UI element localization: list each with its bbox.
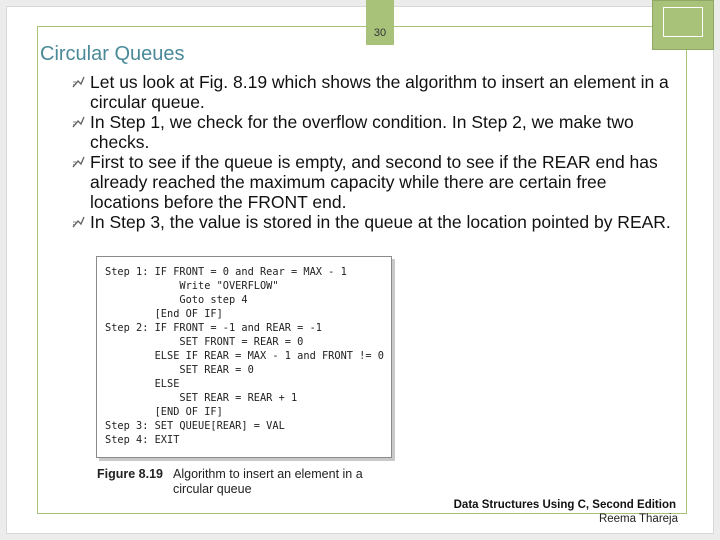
bullet-text: First to see if the queue is empty, and second to see if the REAR end has already reached the maximum capacity while there are certain free locations before the FRONT end.: [90, 152, 658, 212]
code-line: Step 4: EXIT: [105, 434, 180, 446]
code-line: Goto step 4: [105, 294, 248, 306]
bullet-text: Let us look at Fig. 8.19 which shows the algorithm to insert an element in a circular queue.: [90, 72, 669, 112]
slide-title: Circular Queues: [40, 43, 185, 65]
bullet-text: In Step 3, the value is stored in the queue at the location pointed by REAR.: [90, 212, 671, 232]
code-line: Write "OVERFLOW": [105, 280, 279, 292]
code-line: [END OF IF]: [105, 406, 223, 418]
bullet-text: In Step 1, we check for the overflow condition. In Step 2, we make two checks.: [90, 112, 634, 152]
bullet-item: [72, 212, 672, 232]
footer-book-title: Data Structures Using C, Second Edition: [453, 499, 676, 511]
code-line: ELSE IF REAR = MAX - 1 and FRONT != 0: [105, 350, 384, 362]
code-line: [End OF IF]: [105, 308, 223, 320]
figure-caption-text: Algorithm to insert an element in a circular queue: [173, 467, 363, 496]
figure-label: Figure 8.19: [97, 467, 163, 481]
code-line: SET REAR = 0: [105, 364, 254, 376]
bullet-arrow-icon: [72, 116, 85, 128]
code-line: Step 2: IF FRONT = -1 and REAR = -1: [105, 322, 322, 334]
bullet-list: [72, 72, 672, 248]
bullet-arrow-icon: [72, 216, 85, 228]
algorithm-figure: [96, 256, 392, 458]
bullet-arrow-icon: [72, 156, 85, 168]
code-line: SET FRONT = REAR = 0: [105, 336, 304, 348]
corner-decoration-inner: [663, 7, 703, 37]
code-line: SET REAR = REAR + 1: [105, 392, 298, 404]
code-line: Step 1: IF FRONT = 0 and Rear = MAX - 1: [105, 266, 347, 278]
code-line: ELSE: [105, 378, 180, 390]
bullet-item: [72, 112, 672, 152]
bullet-arrow-icon: [72, 76, 85, 88]
page-number: 30: [373, 27, 387, 39]
bullet-item: [72, 72, 672, 112]
footer-author: Reema Thareja: [598, 513, 678, 525]
bullet-item: [72, 152, 672, 212]
corner-decoration: [652, 0, 714, 50]
code-line: Step 3: SET QUEUE[REAR] = VAL: [105, 420, 285, 432]
